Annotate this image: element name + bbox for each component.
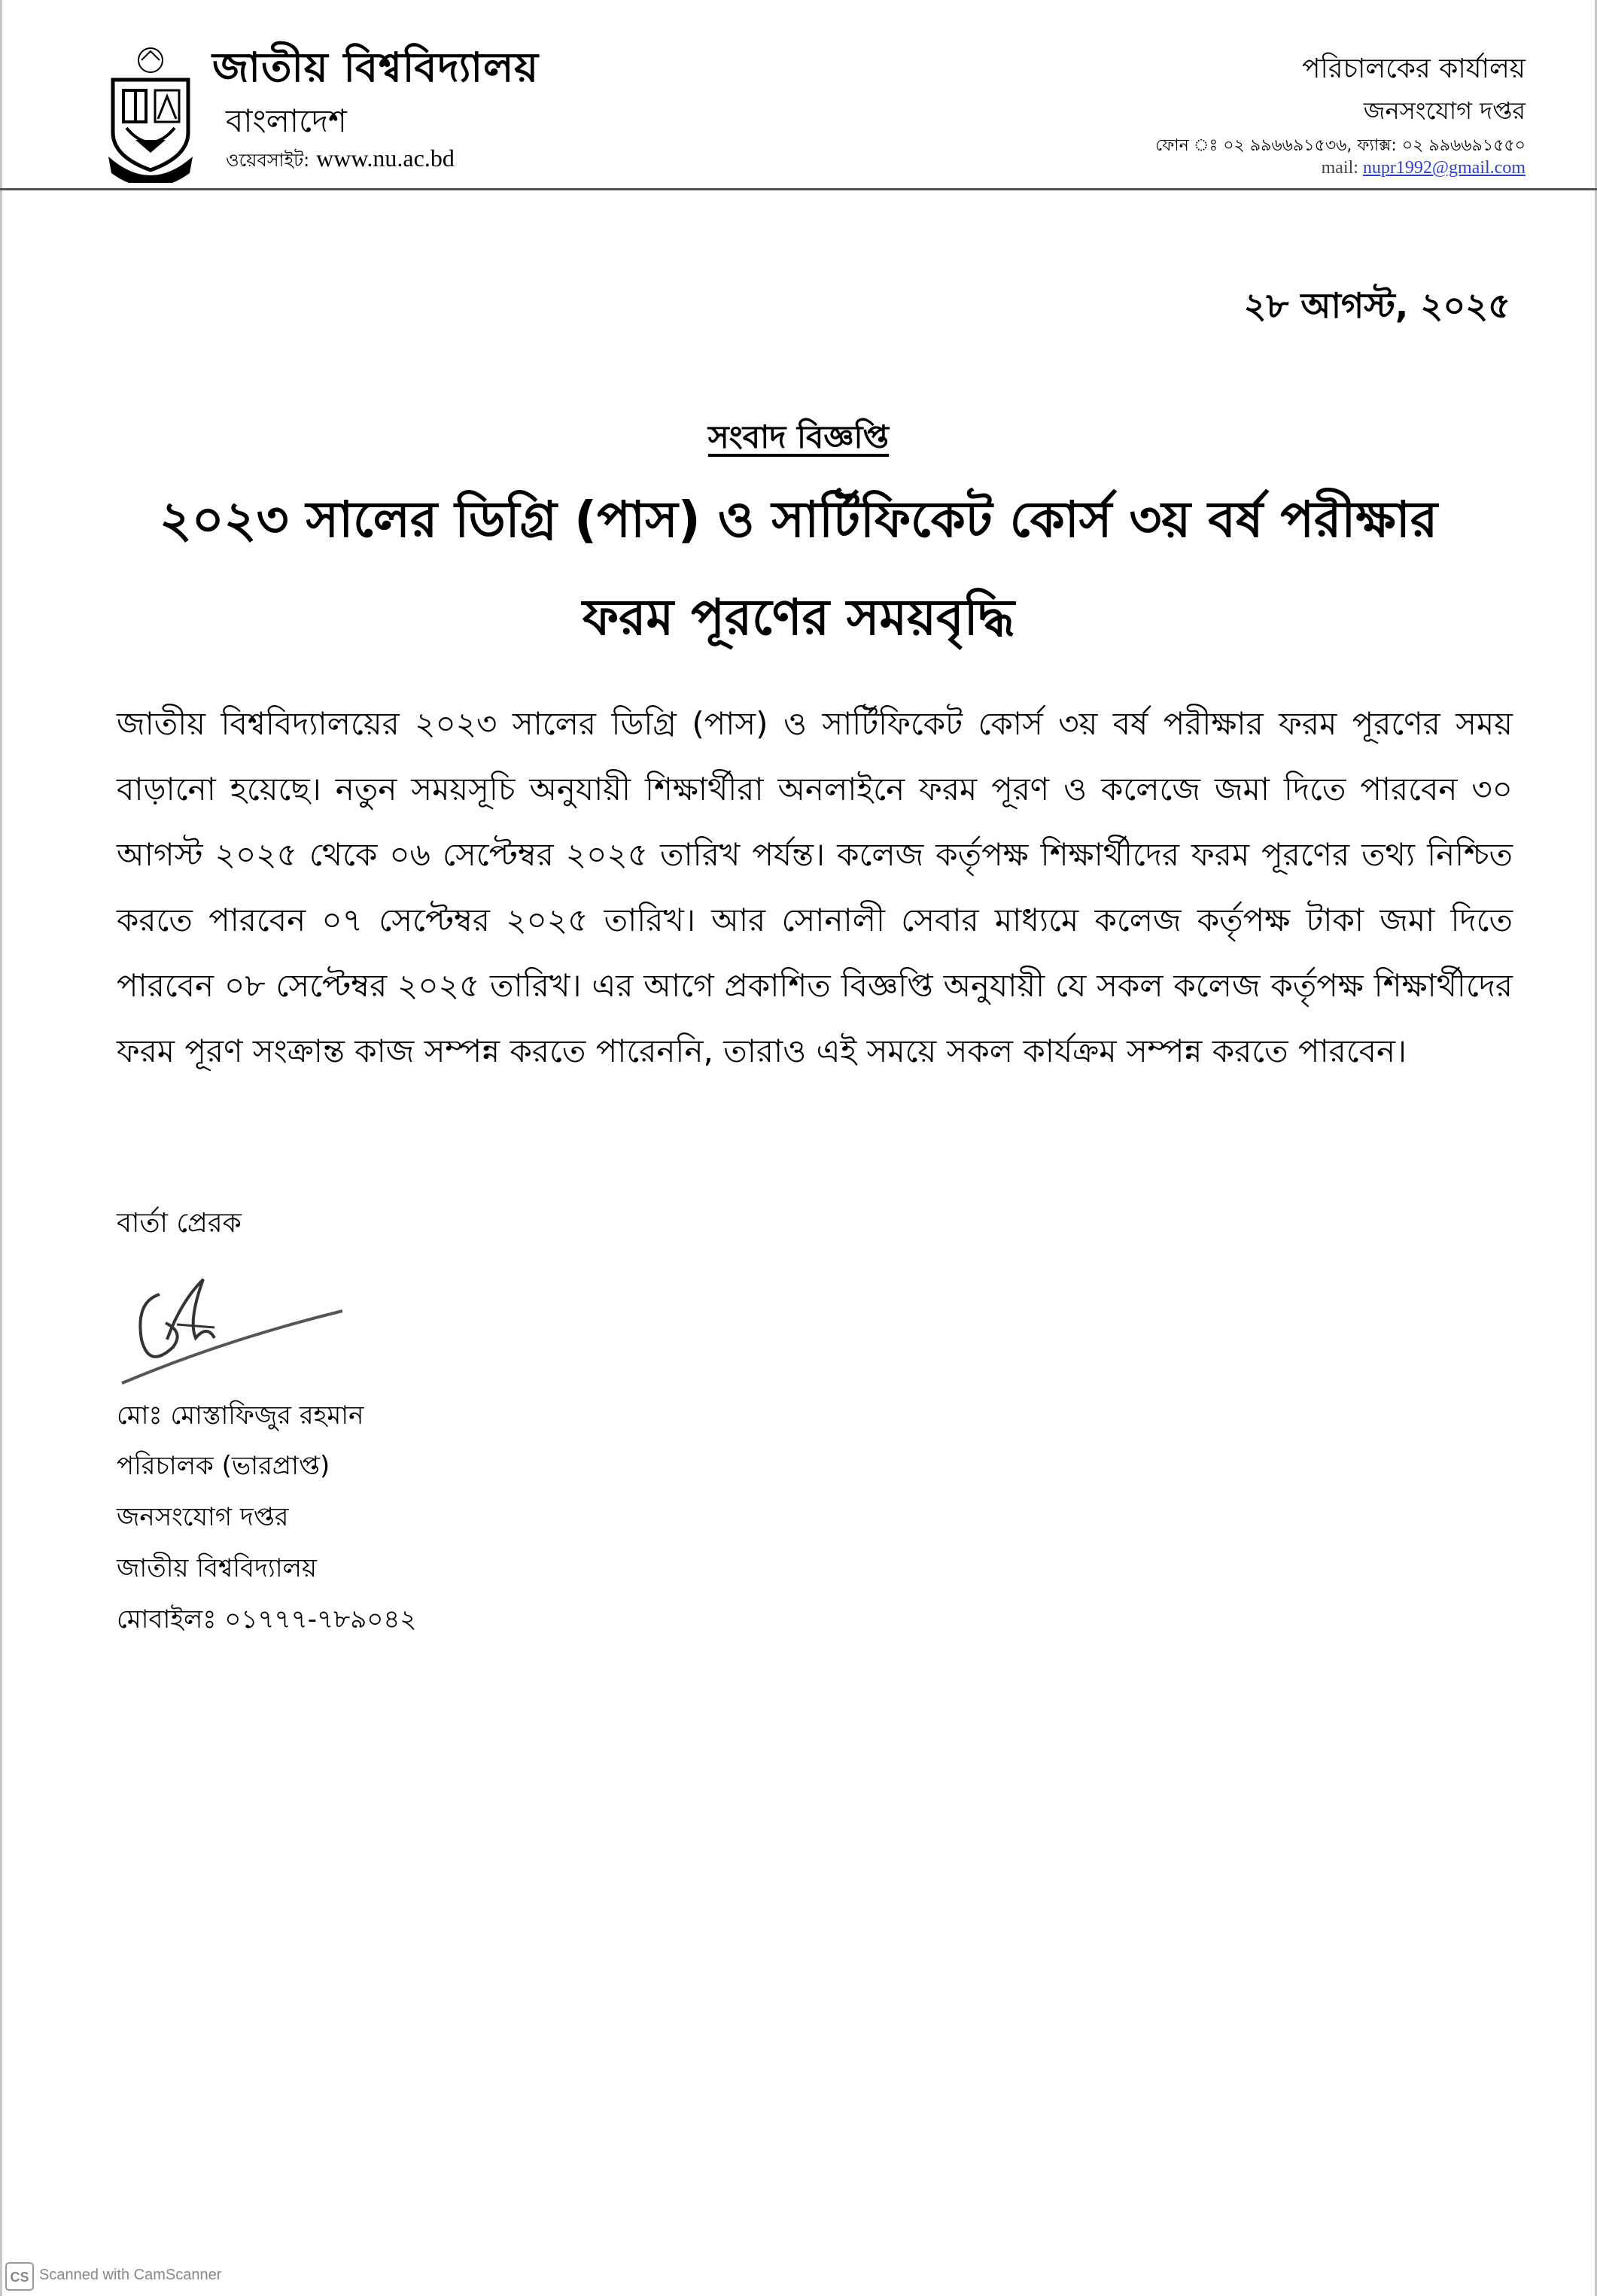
sender-department: জনসংযোগ দপ্তর <box>117 1502 289 1532</box>
website-url[interactable]: www.nu.ac.bd <box>316 144 455 172</box>
sender-title: পরিচালক (ভারপ্রাপ্ত) <box>117 1451 330 1481</box>
page-edge-left <box>0 0 2 2296</box>
sender-name: মোঃ মোস্তাফিজুর রহমান <box>117 1400 364 1431</box>
office-title: পরিচালকের কার্যালয় <box>1302 53 1526 84</box>
university-website <box>226 144 455 177</box>
camscanner-icon <box>5 2261 35 2291</box>
university-logo <box>105 44 196 183</box>
department-title: জনসংযোগ দপ্তর <box>1363 96 1526 125</box>
sender-mobile: মোবাইলঃ ০১৭৭৭-৭৮৯০৪২ <box>117 1604 417 1635</box>
sender-organization: জাতীয় বিশ্ববিদ্যালয় <box>117 1553 318 1583</box>
website-label: ওয়েবসাইট: <box>226 150 310 171</box>
university-country: বাংলাদেশ <box>226 102 347 139</box>
notice-body: জাতীয় বিশ্ববিদ্যালয়ের ২০২৩ সালের ডিগ্রি (পাস) ও সার্টিফিকেট কোর্স ৩য় বর্ষ পরীক্ষার ফরম পূরণের সময় বাড়ানো হয়েছে। নতুন সময়সূচি অনুযায়ী শিক্ষার্থীরা অনলাইনে ফরম পূরণ ও কলেজে জমা দিতে পারবেন ৩০ আগস্ট ২০২৫ থেকে ০৬ সেপ্টেম্বর ২০২৫ তারিখ পর্যন্ত। কলেজ কর্তৃপক্ষ শিক্ষার্থীদের ফরম পূরণের তথ্য নিশ্চিত করতে পারবেন ০৭ সেপ্টেম্বর ২০২৫ তারিখ। আর সোনালী সেবার মাধ্যমে কলেজ কর্তৃপক্ষ টাকা জমা দিতে পারবেন ০৮ সেপ্টেম্বর ২০২৫ তারিখ। এর আগে প্রকাশিত বিজ্ঞপ্তি অনুযায়ী যে সকল কলেজ কর্তৃপক্ষ শিক্ষার্থীদের ফরম পূরণ সংক্রান্ত কাজ সম্পন্ন করতে পারেননি, তারাও এই সময়ে সকল কার্যক্রম সম্পন্ন করতে পারবেন। <box>117 705 1513 1069</box>
header-divider <box>0 188 1597 190</box>
camscanner-badge-text: CS <box>10 2270 29 2285</box>
sender-label: বার্তা প্রেরক <box>117 1208 242 1239</box>
headline-line-1: ২০২৩ সালের ডিগ্রি (পাস) ও সার্টিফিকেট কোর্স ৩য় বর্ষ পরীক্ষার <box>159 491 1438 549</box>
notice-date: ২৮ আগস্ট, ২০২৫ <box>1243 285 1510 326</box>
headline-line-2: ফরম পূরণের সময়বৃদ্ধি <box>582 588 1015 646</box>
press-release-label-text: সংবাদ বিজ্ঞপ্তি <box>707 418 890 455</box>
mail-label: mail: <box>1321 158 1358 178</box>
mail-address-link[interactable]: nupr1992@gmail.com <box>1362 158 1526 178</box>
university-name: জাতীয় বিশ্ববিদ্যালয় <box>212 43 540 91</box>
phone-fax-line: ফোন ঃ ০২ ৯৯৬৬৯১৫৩৬, ফ্যাক্স: ০২ ৯৯৬৬৯১৫৫০ <box>1155 136 1526 155</box>
mail-line <box>1322 158 1526 178</box>
signature-image <box>113 1249 354 1392</box>
press-release-label <box>0 412 1597 466</box>
scanner-watermark: Scanned with CamScanner <box>39 2267 222 2283</box>
